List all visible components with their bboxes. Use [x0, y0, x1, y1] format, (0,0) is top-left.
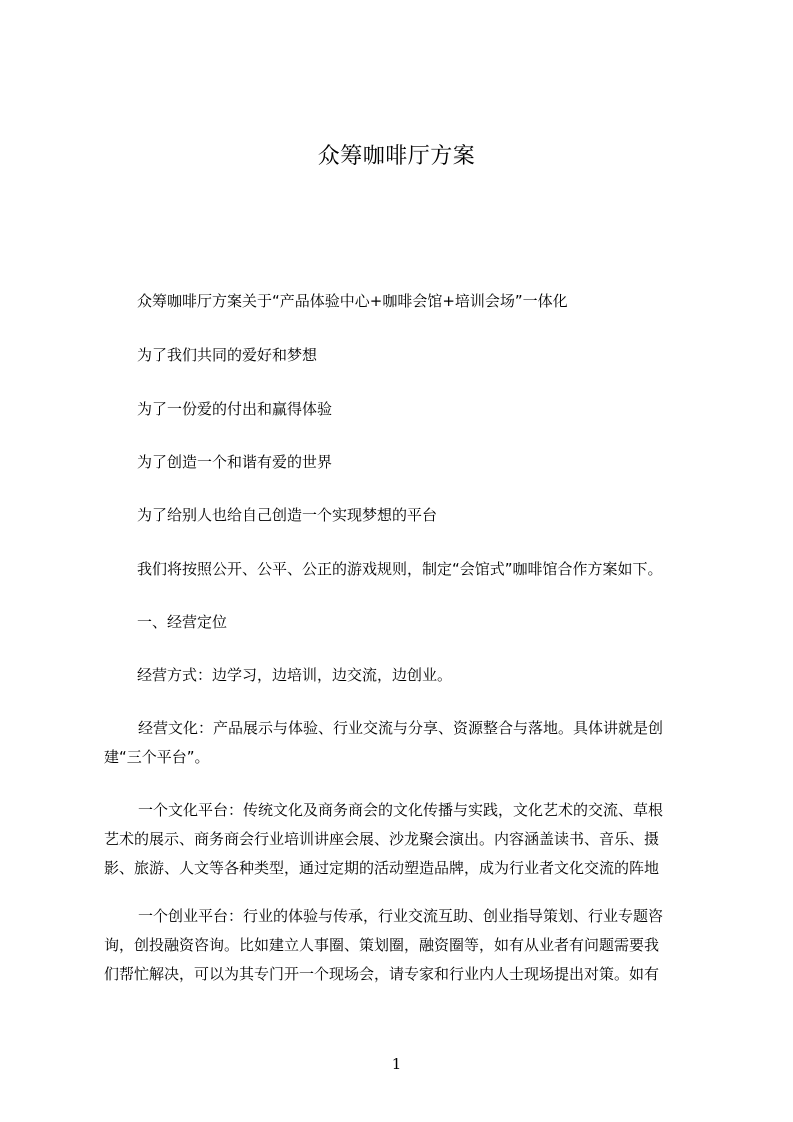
paragraph-rules: 我们将按照公开、公平、公正的游戏规则，制定“会馆式”咖啡馆合作方案如下。 [137, 560, 663, 578]
culture-platform-line-2: 艺术的展示、商务商会行业培训讲座会展、沙龙聚会演出。内容涵盖读书、音乐、摄 [104, 830, 660, 848]
paragraph-business-mode: 经营方式：边学习，边培训，边交流，边创业。 [137, 666, 453, 684]
culture-line-1: 经营文化：产品展示与体验、行业交流与分享、资源整合与落地。具体讲就是创 [138, 719, 664, 737]
document-title: 众筹咖啡厅方案 [317, 144, 476, 169]
culture-line-2: 建“三个平台”。 [104, 748, 210, 766]
paragraph-business-culture [104, 714, 663, 772]
section-heading: 一、经营定位 [137, 613, 228, 631]
culture-platform-line-1: 一个文化平台：传统文化及商务商会的文化传播与实践，文化艺术的交流、草根 [138, 801, 664, 819]
paragraph-intro: 众筹咖啡厅方案关于“产品体验中心+咖啡会馆+培训会场”一体化 [137, 292, 568, 310]
paragraph-love: 为了一份爱的付出和赢得体验 [137, 400, 333, 418]
page-number: 1 [391, 1055, 402, 1073]
paragraph-harmony: 为了创造一个和谐有爱的世界 [137, 453, 333, 471]
startup-platform-line-3: 们帮忙解决，可以为其专门开一个现场会，请专家和行业内人士现场提出对策。如有 [104, 965, 660, 983]
paragraph-dream: 为了我们共同的爱好和梦想 [137, 346, 318, 364]
paragraph-culture-platform [104, 796, 663, 883]
paragraph-startup-platform [104, 902, 663, 989]
culture-platform-line-3: 影、旅游、人文等各种类型，通过定期的活动塑造品牌，成为行业者文化交流的阵地 [104, 859, 660, 877]
paragraph-platform: 为了给别人也给自己创造一个实现梦想的平台 [137, 506, 438, 524]
startup-platform-line-2: 询，创投融资咨询。比如建立人事圈、策划圈，融资圈等，如有从业者有问题需要我 [104, 936, 660, 954]
startup-platform-line-1: 一个创业平台：行业的体验与传承，行业交流互助、创业指导策划、行业专题咨 [138, 907, 664, 925]
